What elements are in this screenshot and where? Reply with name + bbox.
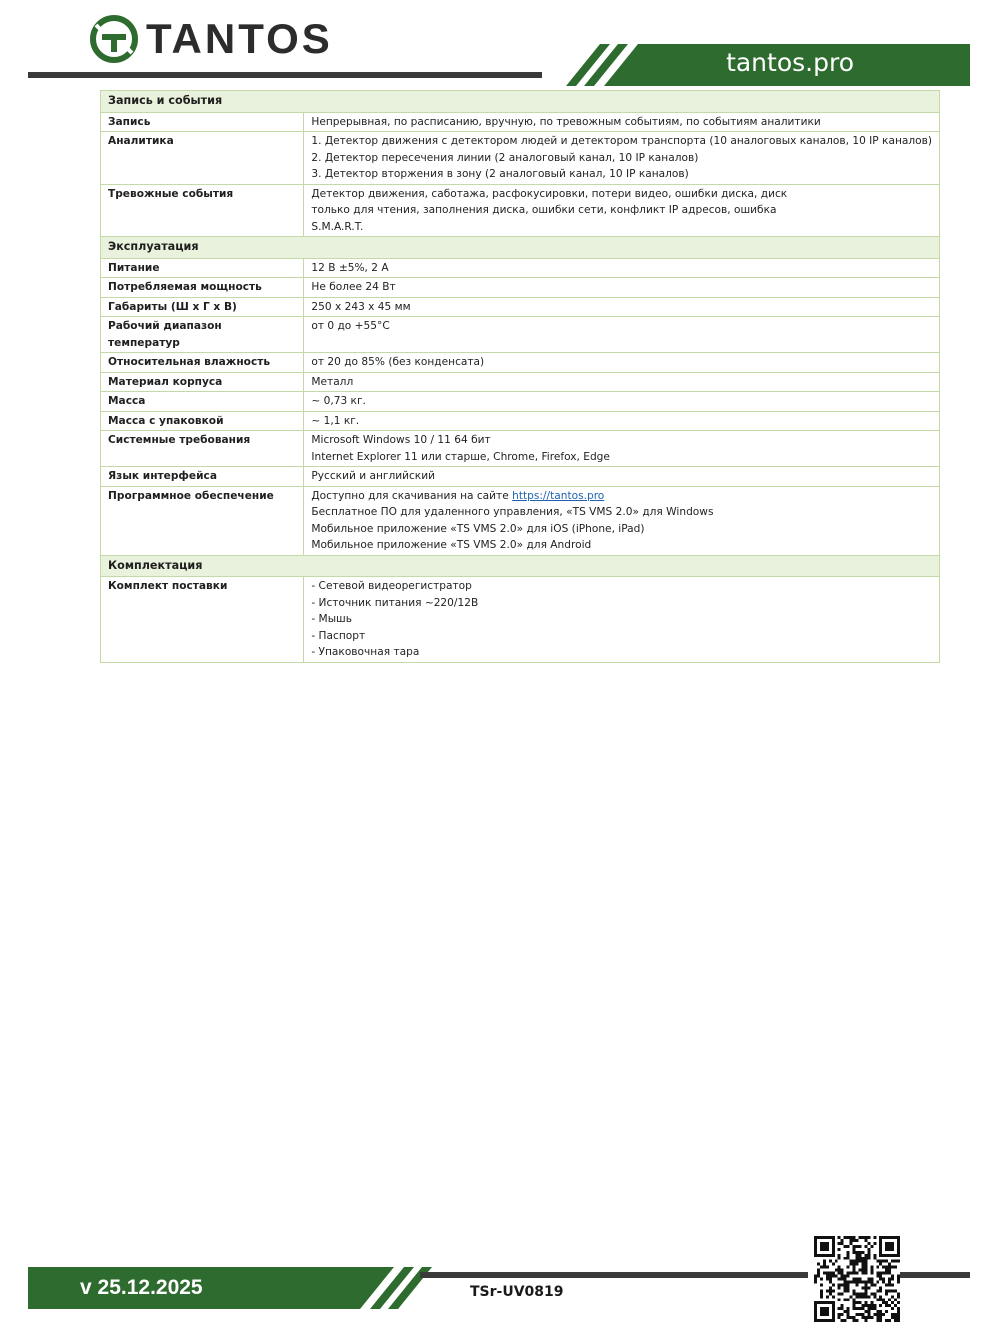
spec-value-line: от 0 до +55°С <box>311 320 390 332</box>
spec-value-line: - Упаковочная тара <box>311 646 420 658</box>
qr-code-icon[interactable] <box>814 1236 900 1322</box>
document-version: v 25.12.2025 <box>80 1276 203 1299</box>
spec-value <box>304 411 940 431</box>
spec-value <box>304 486 940 555</box>
section-title: Эксплуатация <box>101 237 940 259</box>
spec-label: Масса с упаковкой <box>101 411 304 431</box>
brand-name: TANTOS <box>146 15 333 62</box>
section-title: Комплектация <box>101 555 940 577</box>
spec-row <box>101 278 940 298</box>
brand-logo <box>88 14 333 64</box>
spec-value-line: 250 х 243 х 45 мм <box>311 300 411 313</box>
spec-row <box>101 411 940 431</box>
spec-label: Габариты (Ш х Г х В) <box>101 297 304 317</box>
spec-value-line: Русский и английский <box>311 470 435 482</box>
spec-label: Запись <box>101 112 304 132</box>
spec-value-line: 3. Детектор вторжения в зону (2 аналоговый канал, 10 IP каналов) <box>311 168 689 180</box>
spec-label: Комплект поставки <box>101 577 304 663</box>
spec-value <box>304 392 940 412</box>
spec-row <box>101 577 940 663</box>
spec-row <box>101 372 940 392</box>
spec-label: Потребляемая мощность <box>101 278 304 298</box>
footer-divider <box>420 1272 808 1278</box>
spec-label: Питание <box>101 258 304 278</box>
spec-value-line: - Мышь <box>311 613 352 625</box>
spec-row <box>101 467 940 487</box>
spec-value-line: Непрерывная, по расписанию, вручную, по тревожным событиям, по событиям аналитики <box>311 115 821 128</box>
spec-value-line: - Источник питания ~220/12В <box>311 596 479 609</box>
site-url[interactable]: tantos.pro <box>726 48 854 77</box>
spec-label: Масса <box>101 392 304 412</box>
spec-value <box>304 258 940 278</box>
spec-label: Аналитика <box>101 132 304 185</box>
spec-value <box>304 372 940 392</box>
tantos-logo-icon <box>88 13 140 65</box>
spec-value <box>304 132 940 185</box>
spec-row <box>101 392 940 412</box>
spec-value <box>304 112 940 132</box>
section-header <box>101 555 940 577</box>
footer-divider-right <box>895 1272 970 1278</box>
spec-value-line: Мобильное приложение «TS VMS 2.0» для Android <box>311 539 592 551</box>
spec-value-line: от 20 до 85% (без конденсата) <box>311 356 485 368</box>
model-number: TSr-UV0819 <box>470 1284 564 1300</box>
spec-value-line: Металл <box>311 375 354 388</box>
spec-label: Системные требования <box>101 431 304 467</box>
spec-value <box>304 317 940 353</box>
spec-value-line: Microsoft Windows 10 / 11 64 бит <box>311 434 491 446</box>
spec-row <box>101 132 940 185</box>
spec-value-line: Мобильное приложение «TS VMS 2.0» для iOS (iPhone, iPad) <box>311 522 645 535</box>
spec-value-line: ~ 0,73 кг. <box>311 395 366 407</box>
spec-label: Программное обеспечение <box>101 486 304 555</box>
spec-value-line <box>311 488 932 505</box>
spec-value-line: Не более 24 Вт <box>311 281 396 293</box>
spec-value-line: 1. Детектор движения с детектором людей и детектором транспорта (10 аналоговых каналов, 10 IP каналов) <box>311 135 932 147</box>
spec-value <box>304 467 940 487</box>
spec-row <box>101 297 940 317</box>
spec-value <box>304 278 940 298</box>
spec-value-line: - Паспорт <box>311 629 366 642</box>
spec-label: Рабочий диапазон температур <box>101 317 304 353</box>
spec-row <box>101 431 940 467</box>
spec-value-line: Детектор движения, саботажа, расфокусировки, потери видео, ошибки диска, диск <box>311 187 788 200</box>
spec-value-line: Internet Explorer 11 или старше, Chrome, Firefox, Edge <box>311 450 610 463</box>
spec-label: Язык интерфейса <box>101 467 304 487</box>
spec-value <box>304 297 940 317</box>
download-text: Доступно для скачивания на сайте <box>311 489 513 502</box>
spec-value <box>304 353 940 373</box>
spec-table <box>100 90 940 663</box>
spec-label: Тревожные события <box>101 184 304 237</box>
spec-value-line: ~ 1,1 кг. <box>311 414 360 427</box>
spec-row <box>101 184 940 237</box>
spec-value <box>304 184 940 237</box>
spec-row <box>101 112 940 132</box>
spec-value-line: S.M.A.R.T. <box>311 220 364 233</box>
spec-value-line: - Сетевой видеорегистратор <box>311 580 472 592</box>
spec-value-line: 12 В ±5%, 2 А <box>311 261 389 274</box>
spec-label: Материал корпуса <box>101 372 304 392</box>
spec-row <box>101 353 940 373</box>
spec-label: Относительная влажность <box>101 353 304 373</box>
header-divider <box>28 72 542 78</box>
spec-row <box>101 486 940 555</box>
section-title: Запись и события <box>101 91 940 113</box>
spec-value <box>304 577 940 663</box>
spec-value-line: Бесплатное ПО для удаленного управления, «TS VMS 2.0» для Windows <box>311 506 714 518</box>
section-header <box>101 91 940 113</box>
spec-row <box>101 258 940 278</box>
spec-value-line: только для чтения, заполнения диска, ошибки сети, конфликт IP адресов, ошибка <box>311 204 777 216</box>
section-header <box>101 237 940 259</box>
spec-value <box>304 431 940 467</box>
spec-row <box>101 317 940 353</box>
download-link[interactable]: https://tantos.pro <box>512 489 605 502</box>
spec-value-line: 2. Детектор пересечения линии (2 аналоговый канал, 10 IP каналов) <box>311 151 699 164</box>
